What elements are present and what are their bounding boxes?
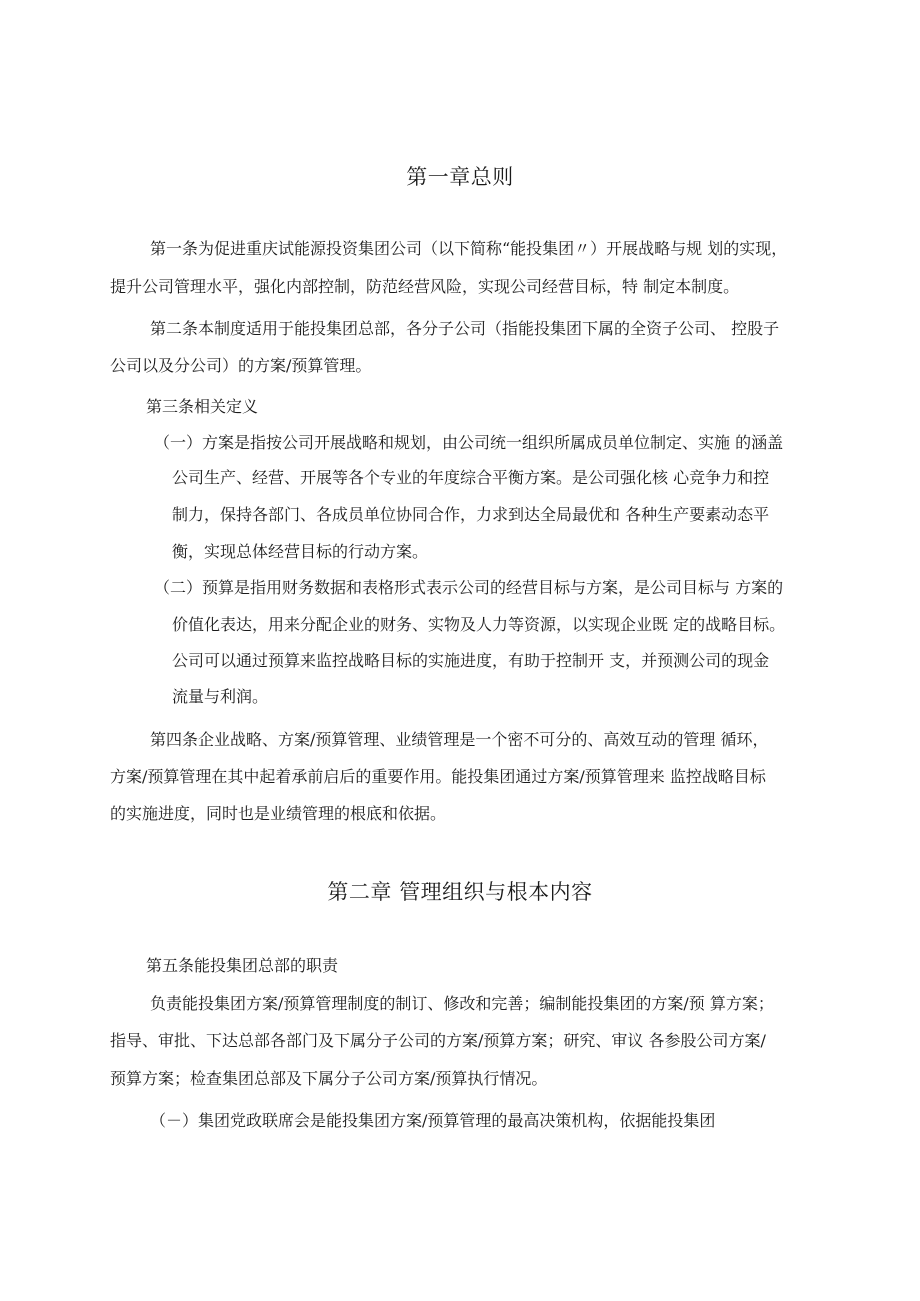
article-5-line-1: 负责能投集团方案/预算管理制度的制订、修改和完善；编制能投集团的方案/预 算方案； (150, 994, 774, 1013)
article-3-item-1-line-3: 制力，保持各部门、各成员单位协同合作，力求到达全局最优和 各种生产要素动态平 (172, 505, 770, 524)
article-3-item-2-line-1: （二）预算是指用财务数据和表格形式表示公司的经营目标与方案，是公司目标与 方案的 (154, 578, 784, 597)
article-1-line-1: 第一条为促进重庆试能源投资集团公司（以下简称“能投集团〃）开展战略与规 划的实现， (150, 239, 788, 258)
article-1-line-2: 提升公司管理水平，强化内部控制，防范经营风险，实现公司经营目标，特 制定本制度。 (110, 277, 740, 296)
article-4-line-3: 的实施进度，同时也是业绩管理的根底和依据。 (110, 804, 447, 823)
article-5-line-3: 预算方案；检查集团总部及下属分子公司方案/预算执行情况。 (110, 1069, 548, 1088)
chapter-1-title: 第一章总则 (406, 165, 514, 189)
article-3-item-1-line-1: （一）方案是指按公司开展战略和规划，由公司统一组织所属成员单位制定、实施 的涵盖 (154, 433, 784, 452)
article-3-title: 第三条相关定义 (146, 397, 259, 416)
article-5-line-2: 指导、审批、下达总部各部门及下属分子公司的方案/预算方案；研究、审议 各参股公司方案/ (110, 1031, 766, 1050)
chapter-2-title: 第二章 管理组织与根本内容 (327, 880, 593, 904)
article-3-item-2-line-2: 价值化表达，用来分配企业的财务、实物及人力等资源，以实现企业既 定的战略目标。 (172, 615, 786, 634)
article-4-line-2: 方案/预算管理在其中起着承前启后的重要作用。能投集团通过方案/预算管理来 监控战略目标 (110, 767, 766, 786)
article-2-line-2: 公司以及分公司）的方案/预算管理。 (110, 356, 372, 375)
article-3-item-1-line-2: 公司生产、经营、开展等各个专业的年度综合平衡方案。是公司强化核 心竞争力和控 (172, 468, 770, 487)
article-5-item-1: （－）集团党政联席会是能投集团方案/预算管理的最高决策机构，依据能投集团 (150, 1111, 716, 1130)
article-4-line-1: 第四条企业战略、方案/预算管理、业绩管理是一个密不可分的、高效互动的管理 循环， (150, 730, 769, 749)
article-3-item-2-line-4: 流量与利润。 (172, 687, 269, 706)
article-3-item-1-line-4: 衡，实现总体经营目标的行动方案。 (172, 542, 429, 561)
article-3-item-2-line-3: 公司可以通过预算来监控战略目标的实施进度，有助于控制开 支，并预测公司的现金 (172, 651, 770, 670)
article-2-line-1: 第二条本制度适用于能投集团总部，各分子公司（指能投集团下属的全资子公司、 控股子 (150, 319, 780, 338)
article-5-title: 第五条能投集团总部的职责 (146, 956, 339, 975)
